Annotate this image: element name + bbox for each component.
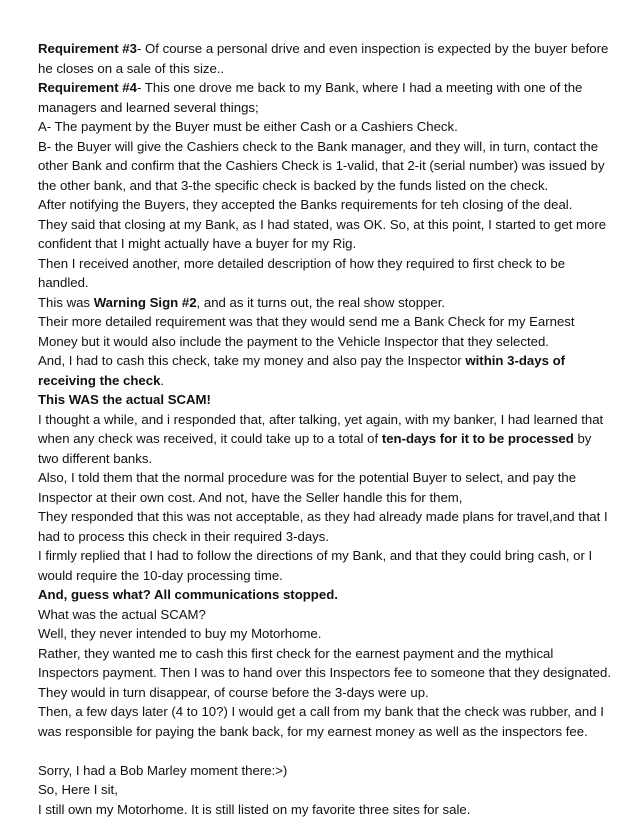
paragraph xyxy=(38,546,614,585)
paragraph xyxy=(38,390,614,410)
paragraph xyxy=(38,683,614,703)
paragraph xyxy=(38,293,614,313)
bold-text: Requirement #4 xyxy=(38,80,137,95)
text-segment: They would in turn disappear, of course before the 3-days were up. xyxy=(38,684,429,700)
text-segment: Well, they never intended to buy my Motorhome. xyxy=(38,626,322,641)
bold-text: ten-days for it to be processed xyxy=(381,431,574,446)
paragraph xyxy=(38,137,614,196)
text-segment: by two different banks. xyxy=(38,431,592,466)
text-segment: What was the actual SCAM? xyxy=(38,606,206,622)
paragraph xyxy=(38,468,614,507)
paragraph xyxy=(38,644,614,683)
text-segment: So, Here I sit, xyxy=(38,782,118,797)
text-segment: . xyxy=(160,372,165,388)
paragraph xyxy=(38,410,614,469)
paragraph xyxy=(38,605,614,625)
text-segment: They responded that this was not acceptable, as they had already made plans for travel,and that I had to process this check in their required 3-days. xyxy=(38,509,608,544)
text-segment: A- The payment by the Buyer must be either Cash or a Cashiers Check. xyxy=(38,119,458,134)
bold-text: Requirement #3 xyxy=(38,41,137,56)
text-segment: I still own my Motorhome. It is still listed on my favorite three sites for sale. xyxy=(38,801,471,817)
paragraph xyxy=(38,507,614,546)
text-segment: I firmly replied that I had to follow the directions of my Bank, and that they could bring cash, or I would require the 10-day processing time. xyxy=(38,548,593,583)
paragraph xyxy=(38,39,614,78)
paragraph xyxy=(38,254,614,293)
paragraph xyxy=(38,351,614,390)
text-segment: I thought a while, and i responded that, after talking, yet again, with my banker, I had learned that when any check was received, it could take up to a total of xyxy=(38,411,604,446)
paragraph xyxy=(38,585,614,605)
text-segment: Also, I told them that the normal procedure was for the potential Buyer to select, and pay the Inspector at their own cost. And not, have the Seller handle this for them, xyxy=(38,470,577,505)
text-segment: B- the Buyer will give the Cashiers check to the Bank manager, and they will, in turn, contact the other Bank and confirm that the Cashiers Check is 1-valid, that 2-it (serial number) was issued by the other bank, and that 3-the specific check is backed by the funds listed on the check. xyxy=(38,138,605,193)
text-segment: They said that closing at my Bank, as I had stated, was OK. So, at this point, I started to get more confident that I might actually have a buyer for my Rig. xyxy=(38,216,607,251)
paragraph xyxy=(38,78,614,117)
paragraph xyxy=(38,780,614,800)
text-segment: Then, a few days later (4 to 10?) I would get a call from my bank that the check was rubber, and I was responsible for paying the bank back, for my earnest money as well as the inspectors fee. xyxy=(38,704,604,739)
text-segment: Then I received another, more detailed description of how they required to first check to be handled. xyxy=(38,255,566,290)
text-segment: Rather, they wanted me to cash this first check for the earnest payment and the mythical Inspectors payment. Then I was to hand over this Inspectors fee to someone that they designated. xyxy=(38,645,612,680)
paragraph-gap xyxy=(38,741,614,761)
paragraph xyxy=(38,624,614,644)
bold-text: And, guess what? All communications stopped. xyxy=(38,587,338,602)
paragraph xyxy=(38,800,614,820)
bold-text: Warning Sign #2 xyxy=(93,294,197,310)
text-segment: Their more detailed requirement was that they would send me a Bank Check for my Earnest Money but it would also include the payment to the Vehicle Inspector that they selected. xyxy=(38,314,575,349)
bold-text: This WAS the actual SCAM! xyxy=(38,392,211,407)
text-segment: , and as it turns out, the real show stopper. xyxy=(196,294,446,310)
text-segment: - Of course a personal drive and even inspection is expected by the buyer before he closes on a sale of this size.. xyxy=(38,41,609,76)
paragraph xyxy=(38,312,614,351)
text-segment: Sorry, I had a Bob Marley moment there:>) xyxy=(38,762,288,778)
text-segment: This was xyxy=(38,294,94,310)
paragraph xyxy=(38,215,614,254)
paragraph xyxy=(38,702,614,741)
paragraph xyxy=(38,195,614,215)
paragraph xyxy=(38,761,614,781)
bold-text: within 3-days of receiving the check xyxy=(38,353,566,388)
text-segment: - This one drove me back to my Bank, where I had a meeting with one of the managers and learned several things; xyxy=(38,80,583,115)
paragraph xyxy=(38,117,614,137)
text-segment: And, I had to cash this check, take my money and also pay the Inspector xyxy=(38,353,466,368)
text-segment: After notifying the Buyers, they accepted the Banks requirements for teh closing of the deal. xyxy=(38,197,573,212)
